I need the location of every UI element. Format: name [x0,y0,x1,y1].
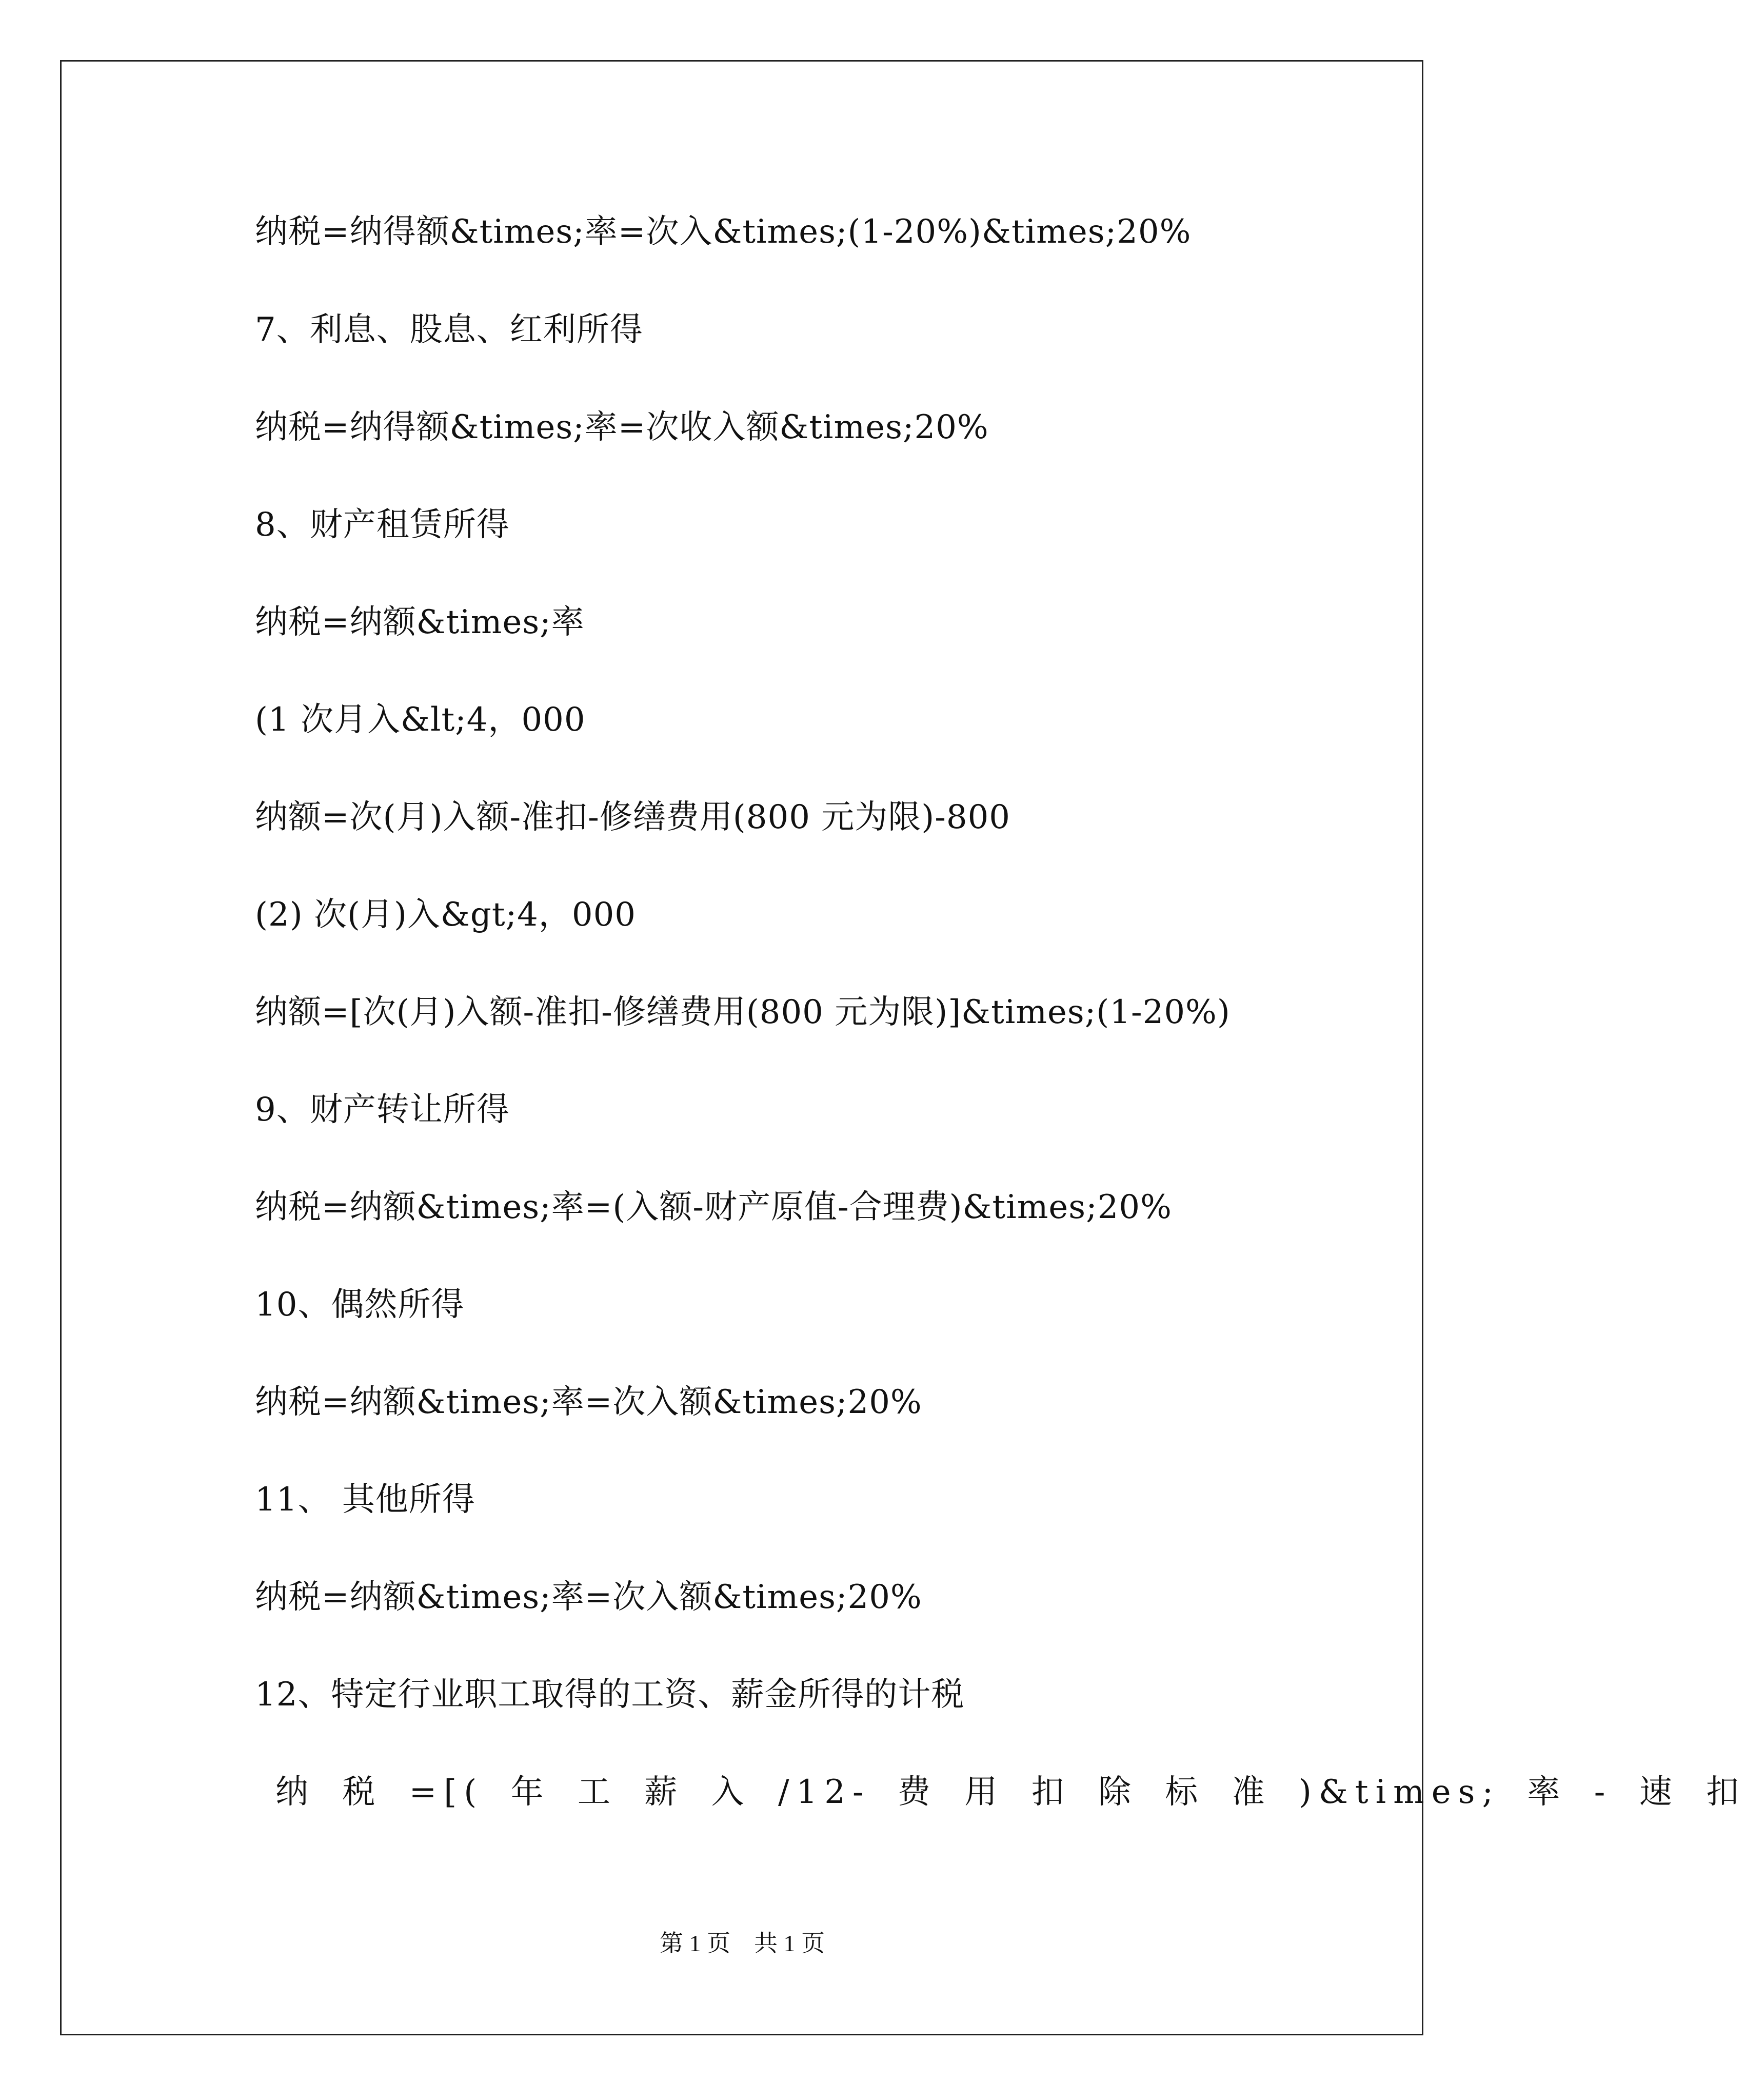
text-line: 纳税=纳得额&times;率=次收入额&times;20% [255,408,989,446]
text-line: 纳税=纳额&times;率=(入额-财产原值-合理费)&times;20% [255,1188,1172,1226]
text-line: 纳税=纳额&times;率=次入额&times;20% [255,1383,922,1421]
section-heading: 11、 其他所得 [255,1481,475,1519]
section-heading: 9、财产转让所得 [255,1091,510,1129]
page-border [60,60,1423,2035]
section-heading: 8、财产租赁所得 [255,506,510,544]
text-line: 纳税=纳额&times;率=次入额&times;20% [255,1578,922,1616]
text-line: 纳额=[次(月)入额-准扣-修缮费用(800 元为限)]&times;(1-20%) [255,993,1231,1031]
section-heading: 12、特定行业职工取得的工资、薪金所得的计税 [255,1676,965,1714]
page-footer: 第 1 页 共 1 页 [660,1930,825,1956]
text-line: (1 次月入&lt;4，000 [255,701,586,739]
text-line: 纳税=纳得额&times;率=次入&times;(1-20%)&times;20% [255,213,1192,251]
text-line: 纳税=纳额&times;率 [255,603,585,641]
section-heading: 7、利息、股息、红利所得 [255,311,643,349]
section-heading: 10、偶然所得 [255,1286,465,1324]
text-line: 纳额=次(月)入额-准扣-修缮费用(800 元为限)-800 [255,798,1011,836]
text-line: 纳 税 =[( 年 工 薪 入 /12- 费 用 扣 除 标 准 )&times; 率 - 速 扣 [275,1773,1746,1811]
text-line: (2) 次(月)入&gt;4，000 [255,896,637,934]
